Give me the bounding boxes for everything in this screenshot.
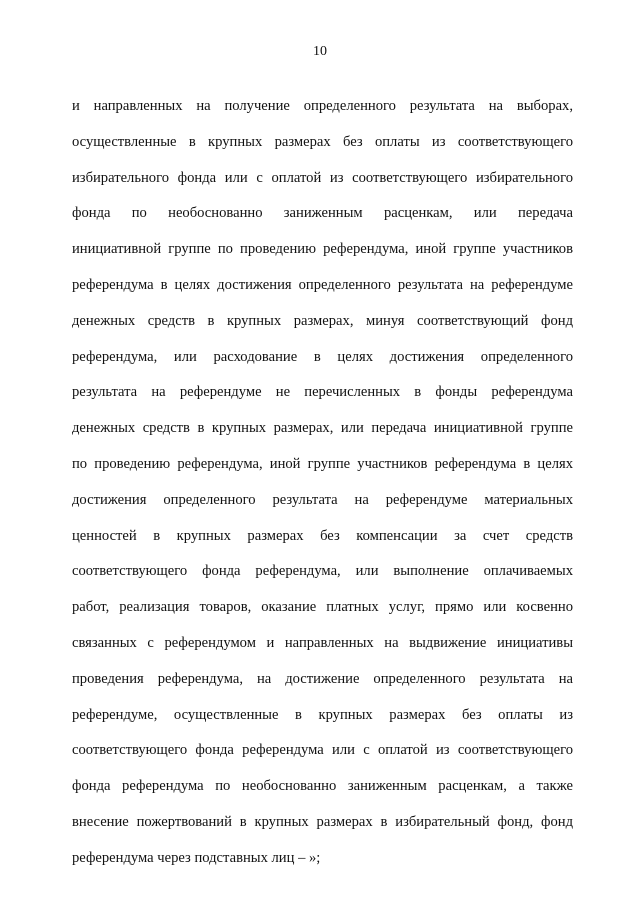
text-line-22: референдума через подставных лиц – »; bbox=[72, 849, 321, 866]
text-line-15: работ, реализация товаров, оказание платных услуг, прямо или косвенно bbox=[72, 599, 573, 616]
text-line-21: внесение пожертвований в крупных размерах в избирательный фонд, фонд bbox=[72, 813, 573, 830]
text-line-13: ценностей в крупных размерах без компенсации за счет средств bbox=[72, 527, 573, 544]
text-line-17: проведения референдума, на достижение определенного результата на bbox=[72, 670, 573, 687]
text-line-7: денежных средств в крупных размерах, минуя соответствующий фонд bbox=[72, 312, 573, 329]
text-line-8: референдума, или расходование в целях достижения определенного bbox=[72, 348, 573, 365]
text-line-20: фонда референдума по необоснованно заниженным расценкам, а также bbox=[72, 778, 573, 795]
text-line-3: избирательного фонда или с оплатой из соответствующего избирательного bbox=[72, 169, 573, 186]
text-line-12: достижения определенного результата на референдуме материальных bbox=[72, 491, 573, 508]
text-line-9: результата на референдуме не перечисленных в фонды референдума bbox=[72, 384, 573, 401]
text-line-4: фонда по необоснованно заниженным расценкам, или передача bbox=[72, 205, 573, 222]
text-line-10: денежных средств в крупных размерах, или передача инициативной группе bbox=[72, 420, 573, 437]
text-line-6: референдума в целях достижения определенного результата на референдуме bbox=[72, 276, 573, 293]
text-line-2: осуществленные в крупных размерах без оплаты из соответствующего bbox=[72, 133, 573, 150]
text-line-19: соответствующего фонда референдума или с оплатой из соответствующего bbox=[72, 742, 573, 759]
text-line-16: связанных с референдумом и направленных на выдвижение инициативы bbox=[72, 634, 573, 651]
text-line-5: инициативной группе по проведению референдума, иной группе участников bbox=[72, 241, 573, 258]
body-paragraph bbox=[72, 97, 573, 885]
text-line-14: соответствующего фонда референдума, или выполнение оплачиваемых bbox=[72, 563, 573, 580]
page-number: 10 bbox=[313, 44, 327, 59]
text-line-1: и направленных на получение определенного результата на выборах, bbox=[72, 98, 573, 114]
text-line-11: по проведению референдума, иной группе участников референдума в целях bbox=[72, 455, 573, 472]
text-line-18: референдуме, осуществленные в крупных размерах без оплаты из bbox=[72, 706, 573, 723]
